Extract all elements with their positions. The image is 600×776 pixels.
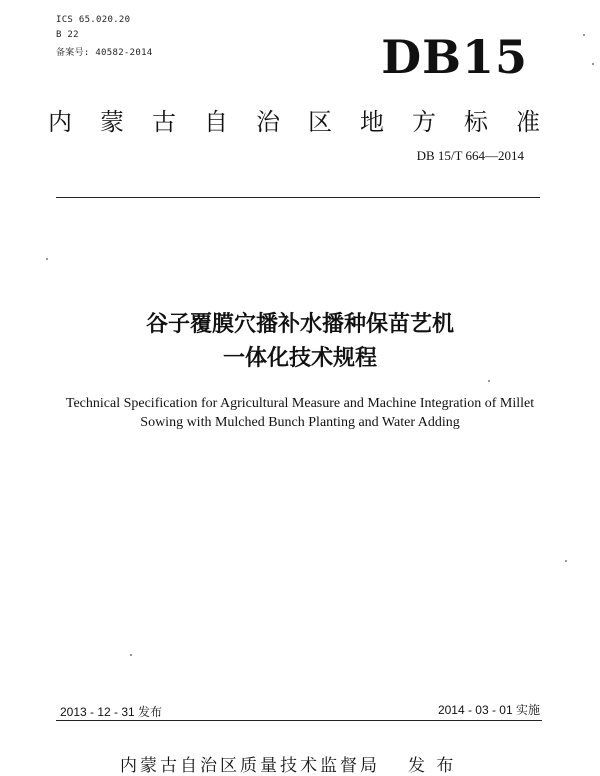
standard-class-char: 蒙	[100, 108, 124, 136]
scan-speck	[46, 258, 48, 260]
footer-divider	[56, 720, 542, 721]
db15-logo: DB15	[381, 30, 528, 84]
standard-class-char: 治	[256, 108, 280, 136]
title-english-line-1: Technical Specification for Agricultural Measure and Machine Integration of Millet	[65, 396, 535, 411]
scan-speck	[592, 63, 594, 65]
title-chinese-line-2: 一体化技术规程	[222, 346, 377, 371]
standard-class-char: 地	[360, 108, 384, 136]
issue-date: 2013 - 12 - 31 发布	[60, 705, 163, 719]
standard-class-char: 自	[204, 108, 228, 136]
title-chinese-line-1: 谷子覆膜穴播补水播种保苗艺机	[145, 312, 454, 337]
header-divider	[56, 197, 540, 198]
issuing-authority	[120, 751, 456, 776]
ics-code: ICS 65.020.20	[56, 15, 131, 25]
scan-speck	[565, 560, 567, 562]
record-number: 备案号: 40582-2014	[56, 48, 153, 58]
standard-class-char: 标	[464, 108, 488, 136]
effective-date: 2014 - 03 - 01 实施	[437, 703, 540, 717]
standard-class-char: 方	[412, 108, 436, 136]
standard-number: DB 15/T 664—2014	[416, 148, 524, 163]
standard-class-char: 内	[48, 108, 72, 136]
scan-speck	[488, 380, 490, 382]
standard-class-char: 准	[516, 108, 540, 136]
scan-speck	[130, 654, 132, 656]
standard-class-heading	[48, 102, 540, 137]
title-english-line-2: Sowing with Mulched Bunch Planting and Water Adding	[140, 415, 460, 430]
standard-class-char: 区	[308, 108, 332, 136]
issuer-action: 发 布	[408, 756, 457, 776]
classification-code: B 22	[56, 30, 79, 40]
issuer-name: 内蒙古自治区质量技术监督局	[120, 756, 380, 776]
scan-speck	[583, 34, 585, 36]
standard-class-char: 古	[152, 108, 176, 136]
